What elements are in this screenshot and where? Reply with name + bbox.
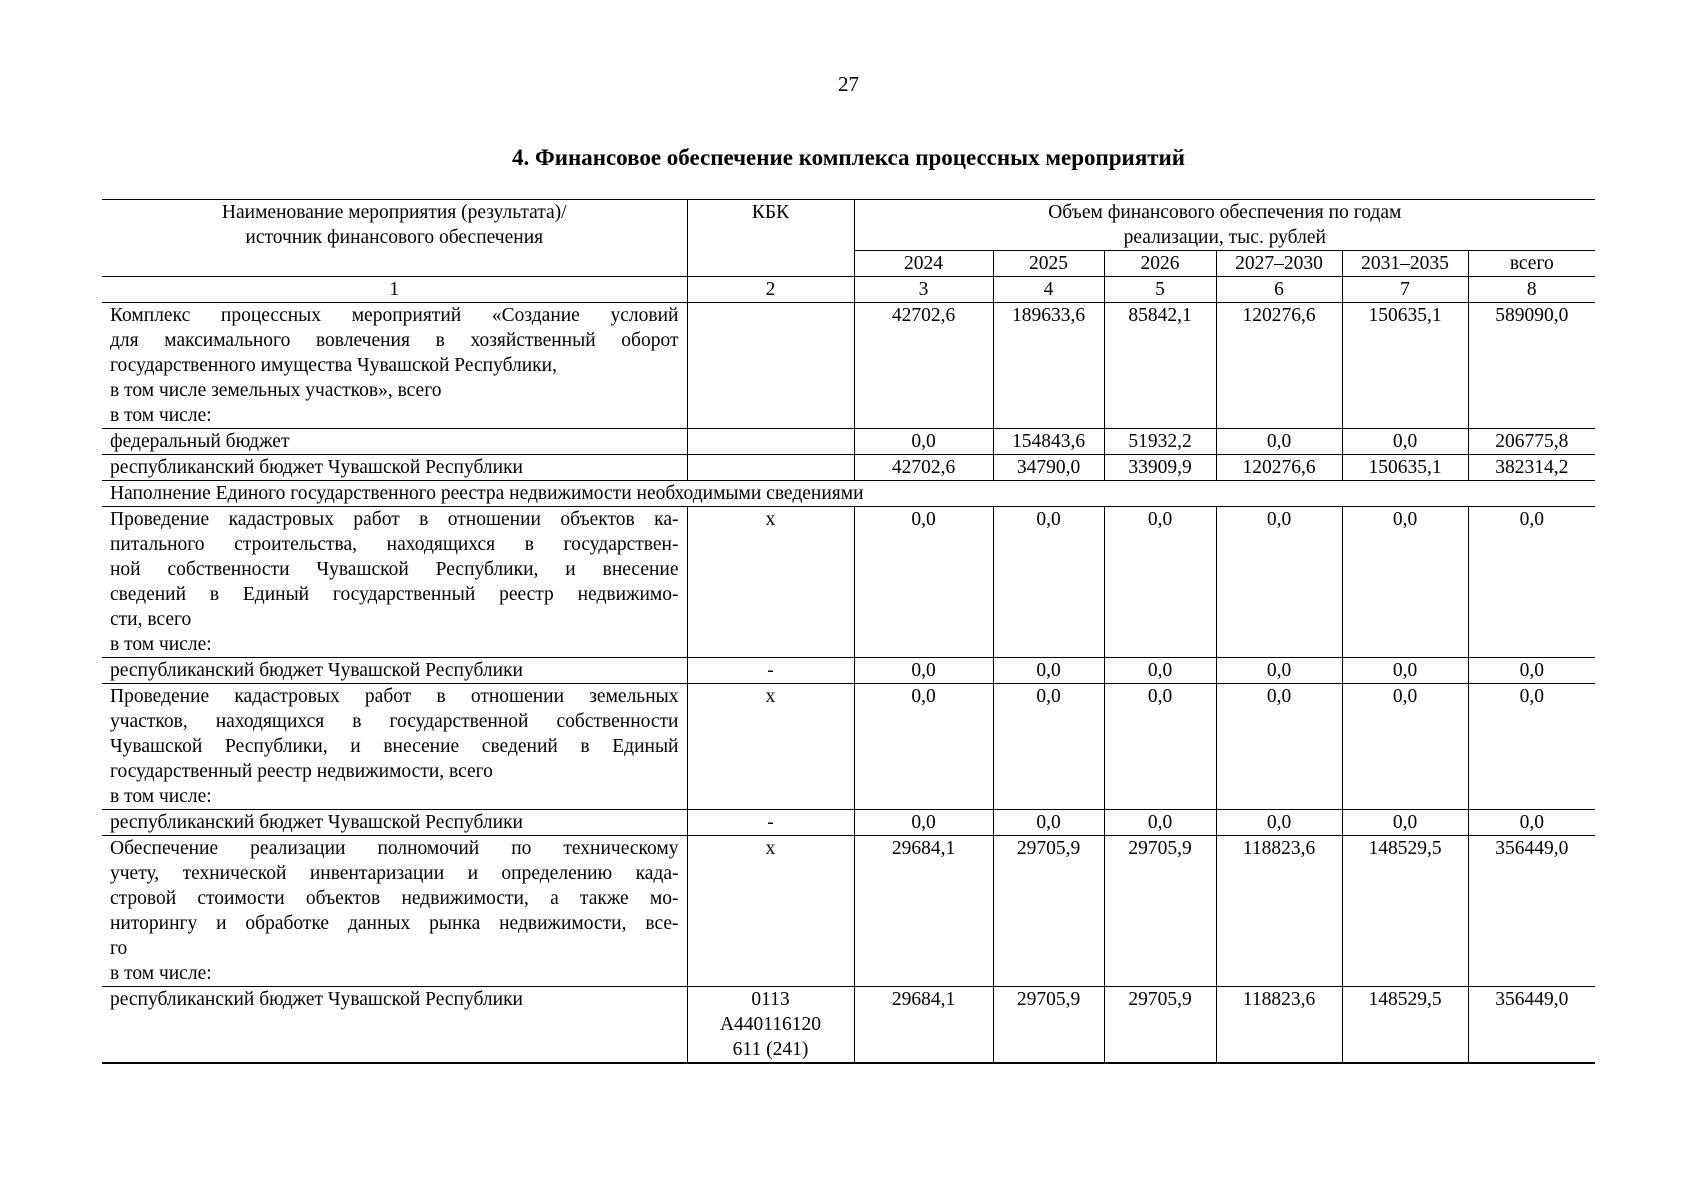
value-2026: 0,0: [1104, 684, 1216, 810]
row-name-line: государственного имущества Чувашской Республики,: [110, 355, 557, 376]
table-row: [102, 507, 1595, 658]
row-name-line: в том числе:: [110, 634, 212, 655]
table-row: [102, 658, 1595, 684]
value-2027-2030: 0,0: [1216, 429, 1342, 455]
column-number: 3: [854, 277, 993, 303]
column-number: 1: [102, 277, 687, 303]
row-name-line: питального строительства, находящихся в государствен-: [110, 534, 679, 555]
value-2027-2030: 0,0: [1216, 684, 1342, 810]
value-2026: 0,0: [1104, 658, 1216, 684]
value-2027-2030: 0,0: [1216, 810, 1342, 836]
row-name-cell: федеральный бюджет: [102, 429, 687, 455]
column-number: 6: [1216, 277, 1342, 303]
value-2026: 33909,9: [1104, 455, 1216, 481]
document-title: 4. Финансовое обеспечение комплекса процессных мероприятий: [511, 145, 1186, 170]
value-2031-2035: 0,0: [1342, 684, 1468, 810]
section-heading-row: [102, 481, 1595, 507]
value-2024: 42702,6: [854, 455, 993, 481]
row-name-line: ной собственности Чувашской Республики, и внесение: [110, 559, 679, 580]
value-2031-2035: 150635,1: [1342, 455, 1468, 481]
row-name-line: стровой стоимости объектов недвижимости, а также мо-: [110, 888, 679, 909]
header-name-line: Наименование мероприятия (результата)/: [221, 202, 567, 223]
row-name-line: в том числе:: [110, 786, 212, 807]
table-column-numbers-row: [102, 277, 1595, 303]
column-number: 8: [1468, 277, 1595, 303]
table-row: [102, 684, 1595, 810]
row-kbk-cell: [687, 455, 854, 481]
value-2024: 0,0: [854, 507, 993, 658]
value-2024: 0,0: [854, 658, 993, 684]
row-name-cell: [102, 303, 687, 429]
kbk-line: 611 (241): [732, 1039, 809, 1060]
value-2027-2030: 118823,6: [1216, 836, 1342, 987]
value-2025: 34790,0: [993, 455, 1104, 481]
table-row: [102, 429, 1595, 455]
row-kbk-cell: -: [687, 810, 854, 836]
value-2026: 51932,2: [1104, 429, 1216, 455]
table-header-row: [102, 200, 1595, 251]
value-2024: 0,0: [854, 810, 993, 836]
row-name-line: в том числе:: [110, 405, 212, 426]
value-2027-2030: 0,0: [1216, 507, 1342, 658]
value-2024: 0,0: [854, 429, 993, 455]
value-2031-2035: 148529,5: [1342, 987, 1468, 1064]
value-2025: 0,0: [993, 507, 1104, 658]
row-kbk-cell: x: [687, 507, 854, 658]
header-kbk-cell: КБК: [687, 200, 854, 277]
row-name-line: ниторингу и обработке данных рынка недвижимости, все-: [110, 913, 679, 934]
row-name-line: Обеспечение реализации полномочий по техническому: [110, 838, 679, 859]
value-2025: 29705,9: [993, 987, 1104, 1064]
row-name-line: государственный реестр недвижимости, всего: [110, 761, 493, 782]
year-header: 2026: [1104, 251, 1216, 277]
value-2031-2035: 0,0: [1342, 658, 1468, 684]
table-row: [102, 455, 1595, 481]
column-number: 2: [687, 277, 854, 303]
row-name-cell: республиканский бюджет Чувашской Республики: [102, 810, 687, 836]
value-2025: 29705,9: [993, 836, 1104, 987]
value-total: 206775,8: [1468, 429, 1595, 455]
row-name-line: Комплекс процессных мероприятий «Создание условий: [110, 305, 679, 326]
row-name-cell: [102, 507, 687, 658]
column-number: 5: [1104, 277, 1216, 303]
value-2025: 154843,6: [993, 429, 1104, 455]
value-total: 0,0: [1468, 684, 1595, 810]
value-total: 0,0: [1468, 507, 1595, 658]
row-name-line: сти, всего: [110, 609, 192, 630]
value-2031-2035: 150635,1: [1342, 303, 1468, 429]
table-row: [102, 303, 1595, 429]
value-total: 356449,0: [1468, 836, 1595, 987]
section-heading: Наполнение Единого государственного реестра недвижимости необходимыми сведениями: [102, 481, 1595, 507]
value-2026: 0,0: [1104, 507, 1216, 658]
value-2031-2035: 0,0: [1342, 429, 1468, 455]
row-name-line: участков, находящихся в государственной собственности: [110, 711, 679, 732]
row-name-cell: республиканский бюджет Чувашской Республики: [102, 658, 687, 684]
year-header: всего: [1468, 251, 1595, 277]
value-2031-2035: 148529,5: [1342, 836, 1468, 987]
row-name-cell: республиканский бюджет Чувашской Республики: [102, 455, 687, 481]
year-header: 2025: [993, 251, 1104, 277]
value-2026: 85842,1: [1104, 303, 1216, 429]
header-name-line: источник финансового обеспечения: [245, 227, 544, 248]
header-name-cell: [102, 200, 687, 277]
row-name-line: Проведение кадастровых работ в отношении объектов ка-: [110, 509, 679, 530]
row-name-cell: республиканский бюджет Чувашской Республики: [102, 987, 687, 1064]
value-2027-2030: 118823,6: [1216, 987, 1342, 1064]
financing-table: [102, 199, 1595, 1064]
row-kbk-cell: [687, 303, 854, 429]
row-kbk-cell: x: [687, 684, 854, 810]
value-2027-2030: 120276,6: [1216, 455, 1342, 481]
value-2026: 29705,9: [1104, 987, 1216, 1064]
row-kbk-cell: x: [687, 836, 854, 987]
row-kbk-cell: -: [687, 658, 854, 684]
value-2024: 29684,1: [854, 836, 993, 987]
row-name-line: в том числе:: [110, 963, 212, 984]
kbk-line: 0113: [751, 989, 790, 1010]
row-name-line: в том числе земельных участков», всего: [110, 380, 442, 401]
row-name-cell: [102, 836, 687, 987]
value-2031-2035: 0,0: [1342, 810, 1468, 836]
value-2026: 29705,9: [1104, 836, 1216, 987]
value-total: 589090,0: [1468, 303, 1595, 429]
table-row: [102, 810, 1595, 836]
row-name-cell: [102, 684, 687, 810]
row-name-line: учету, технической инвентаризации и определению када-: [110, 863, 679, 884]
value-2025: 189633,6: [993, 303, 1104, 429]
row-name-line: Проведение кадастровых работ в отношении земельных: [110, 686, 679, 707]
table-row: [102, 836, 1595, 987]
row-kbk-cell: [687, 987, 854, 1064]
value-total: 382314,2: [1468, 455, 1595, 481]
row-name-line: сведений в Единый государственный реестр недвижимо-: [110, 584, 679, 605]
year-header: 2027–2030: [1216, 251, 1342, 277]
page-number: 27: [838, 72, 859, 96]
value-2024: 42702,6: [854, 303, 993, 429]
row-name-line: го: [110, 938, 128, 959]
header-volume-line: Объем финансового обеспечения по годам: [1048, 202, 1402, 223]
value-2025: 0,0: [993, 684, 1104, 810]
header-volume-line: реализации, тыс. рублей: [1123, 227, 1326, 248]
year-header: 2031–2035: [1342, 251, 1468, 277]
value-total: 0,0: [1468, 658, 1595, 684]
row-kbk-cell: [687, 429, 854, 455]
row-name-line: Чувашской Республики, и внесение сведений в Единый: [110, 736, 679, 757]
value-2024: 0,0: [854, 684, 993, 810]
kbk-line: А440116120: [719, 1014, 822, 1035]
value-2027-2030: 0,0: [1216, 658, 1342, 684]
header-volume-cell: [854, 200, 1595, 251]
value-2025: 0,0: [993, 810, 1104, 836]
column-number: 7: [1342, 277, 1468, 303]
value-2027-2030: 120276,6: [1216, 303, 1342, 429]
value-2031-2035: 0,0: [1342, 507, 1468, 658]
row-name-line: для максимального вовлечения в хозяйственный оборот: [110, 330, 679, 351]
year-header: 2024: [854, 251, 993, 277]
value-2026: 0,0: [1104, 810, 1216, 836]
column-number: 4: [993, 277, 1104, 303]
value-total: 356449,0: [1468, 987, 1595, 1064]
table-row: [102, 987, 1595, 1064]
value-2025: 0,0: [993, 658, 1104, 684]
value-total: 0,0: [1468, 810, 1595, 836]
value-2024: 29684,1: [854, 987, 993, 1064]
